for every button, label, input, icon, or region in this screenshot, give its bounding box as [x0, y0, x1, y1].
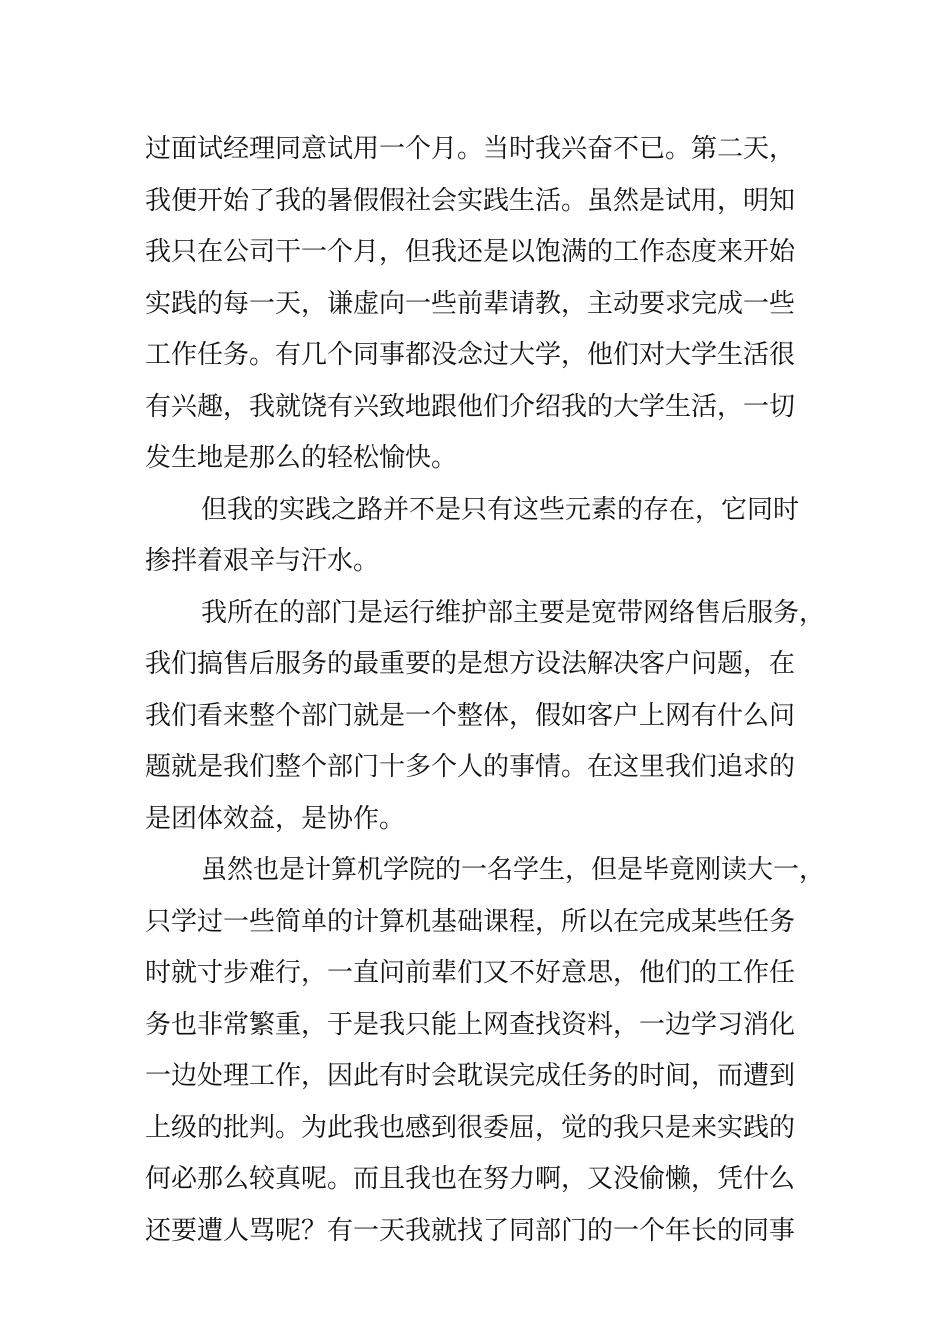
text-line: 我们看来整个部门就是一个整体，假如客户上网有什么问	[145, 700, 796, 731]
text-line: 工作任务。有几个同事都没念过大学，他们对大学生活很	[145, 340, 796, 370]
text-line: 务也非常繁重，于是我只能上网查找资料，一边学习消化	[145, 1009, 796, 1040]
text-line: 时就寸步难行，一直问前辈们又不好意思，他们的工作任	[145, 958, 796, 988]
text-line: 只学过一些简单的计算机基础课程，所以在完成某些任务	[145, 906, 796, 937]
text-line: 我便开始了我的暑假假社会实践生活。虽然是试用，明知	[145, 185, 796, 216]
text-line: 发生地是那么的轻松愉快。	[145, 443, 458, 473]
text-line: 是团体效益，是协作。	[145, 803, 406, 834]
paragraph-first-line: 虽然也是计算机学院的一名学生，但是毕竟刚读大一，	[201, 855, 826, 885]
text-line: 有兴趣，我就饶有兴致地跟他们介绍我的大学生活，一切	[145, 391, 796, 422]
text-line: 我们搞售后服务的最重要的是想方设法解决客户问题，在	[145, 649, 796, 679]
text-line: 上级的批判。为此我也感到很委屈，觉的我只是来实践的	[145, 1112, 796, 1143]
text-line: 我只在公司干一个月，但我还是以饱满的工作态度来开始	[145, 237, 796, 267]
text-line: 过面试经理同意试用一个月。当时我兴奋不已。第二天，	[145, 134, 796, 164]
text-line: 题就是我们整个部门十多个人的事情。在这里我们追求的	[145, 752, 796, 782]
body-text	[145, 124, 826, 1257]
text-line: 还要遭人骂呢？有一天我就找了同部门的一个年长的同事	[145, 1215, 796, 1246]
text-line: 掺拌着艰辛与汗水。	[145, 546, 380, 576]
text-line: 实践的每一天，谦虚向一些前辈请教，主动要求完成一些	[145, 288, 796, 319]
paragraph-first-line: 但我的实践之路并不是只有这些元素的存在，它同时	[201, 494, 800, 525]
text-line: 何必那么较真呢。而且我也在努力啊，又没偷懒，凭什么	[145, 1164, 796, 1194]
paragraph-first-line: 我所在的部门是运行维护部主要是宽带网络售后服务，	[201, 597, 826, 628]
text-line: 一边处理工作，因此有时会耽误完成任务的时间，而遭到	[145, 1061, 796, 1091]
